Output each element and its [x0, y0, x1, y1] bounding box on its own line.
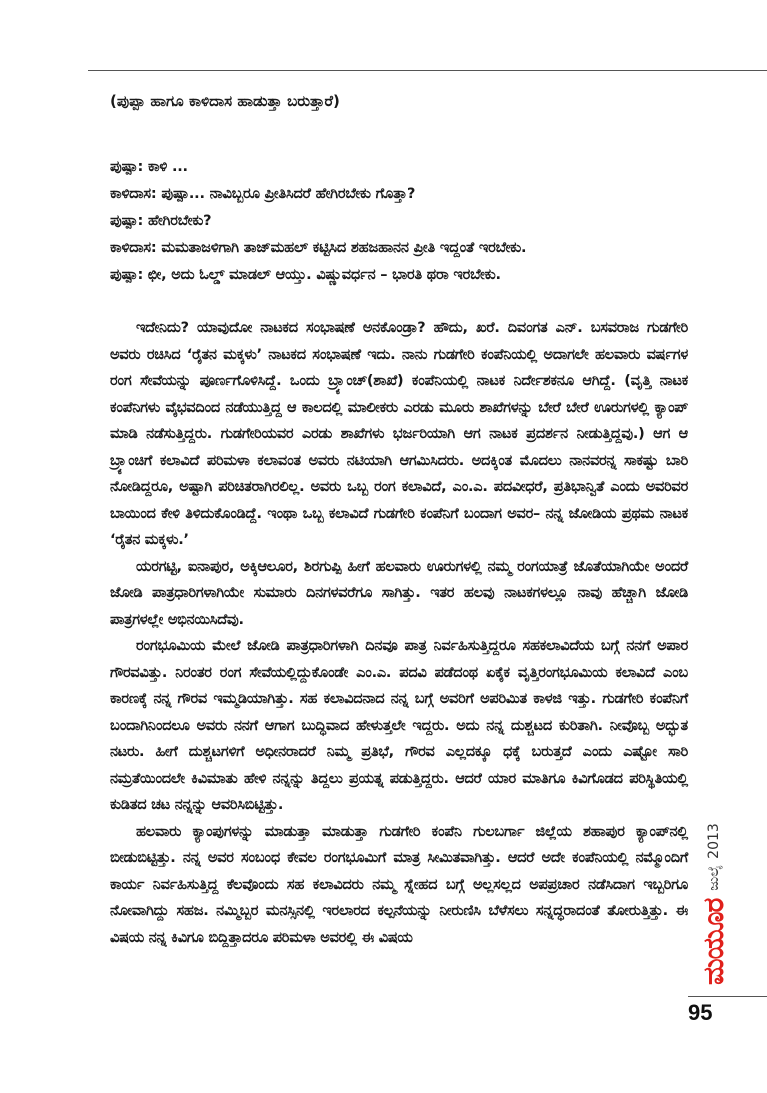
top-rule [88, 70, 767, 71]
issue-month: ಜುಲೈ [706, 864, 722, 891]
paragraph: ರಂಗಭೂಮಿಯ ಮೇಲೆ ಜೋಡಿ ಪಾತ್ರಧಾರಿಗಳಾಗಿ ದಿನವೂ ಪಾತ್ರ ನಿರ್ವಹಿಸುತ್ತಿದ್ದರೂ ಸಹಕಲಾವಿದೆಯ ಬಗ್ಗೆ ನನಗೆ ಅಪಾರ ಗೌರವವಿತ್ತು. ನಿರಂತರ ರಂಗ ಸೇವೆಯಲ್ಲಿದ್ದುಕೊಂಡೇ ಎಂ.ಎ. ಪದವಿ ಪಡೆದಂಥ ಏಕೈಕ ವೃತ್ತಿರಂಗಭೂಮಿಯ ಕಲಾವಿದೆ ಎಂಬ ಕಾರಣಕ್ಕೆ ನನ್ನ ಗೌರವ ಇಮ್ಮಡಿಯಾಗಿತ್ತು. ಸಹ ಕಲಾವಿದನಾದ ನನ್ನ ಬಗ್ಗೆ ಅವರಿಗೆ ಅಪರಿಮಿತ ಕಾಳಜಿ ಇತ್ತು. ಗುಡಗೇರಿ ಕಂಪೆನಿಗೆ ಬಂದಾಗಿನಿಂದಲೂ ಅವರು ನನಗೆ ಆಗಾಗ ಬುದ್ಧಿವಾದ ಹೇಳುತ್ತಲೇ ಇದ್ದರು. ಅದು ನನ್ನ ದುಶ್ಚಟದ ಕುರಿತಾಗಿ. ನೀವೊಬ್ಬ ಅದ್ಭುತ ನಟರು. ಹೀಗೆ ದುಶ್ಚಟಗಳಿಗೆ ಅಧೀನರಾದರೆ ನಿಮ್ಮ ಪ್ರತಿಭೆ, ಗೌರವ ಎಲ್ಲದಕ್ಕೂ ಧಕ್ಕೆ ಬರುತ್ತದೆ ಎಂದು ಎಷ್ಟೋ ಸಾರಿ ನಮ್ರತೆಯಿಂದಲೇ ಕಿವಿಮಾತು ಹೇಳಿ ನನ್ನನ್ನು ತಿದ್ದಲು ಪ್ರಯತ್ನ ಪಡುತ್ತಿದ್ದರು. ಆದರೆ ಯಾರ ಮಾತಿಗೂ ಕಿವಿಗೊಡದ ಪರಿಸ್ಥಿತಿಯಲ್ಲಿ ಕುಡಿತದ ಚಟ ನನ್ನನ್ನು ಆವರಿಸಿಬಿಟ್ಟಿತ್ತು. [110, 638, 688, 813]
dialogue-line: ಪುಷ್ಪಾ: ಹೇಗಿರಬೇಕು? [110, 213, 212, 229]
dialogue-line: ಕಾಳಿದಾಸ: ಪುಷ್ಪಾ... ನಾವಿಬ್ಬರೂ ಪ್ರೀತಿಸಿದರೆ ಹೇಗಿರಬೇಕು ಗೊತ್ತಾ? [110, 186, 416, 202]
issue-label [694, 800, 734, 985]
issue-sidebar [694, 800, 734, 985]
page-number: 95 [688, 1000, 713, 1025]
paragraph: ಯರಗಟ್ಟಿ, ಐನಾಪುರ, ಅಕ್ಕಿಆಲೂರ, ಶಿರಗುಪ್ಪಿ ಹೀಗೆ ಹಲವಾರು ಊರುಗಳಲ್ಲಿ ನಮ್ಮ ರಂಗಯಾತ್ರೆ ಜೊತೆಯಾಗಿಯೇ ಅಂದರೆ ಜೋಡಿ ಪಾತ್ರಧಾರಿಗಳಾಗಿಯೇ ಸುಮಾರು ದಿನಗಳವರೆಗೂ ಸಾಗಿತ್ತು. ಇತರ ಹಲವು ನಾಟಕಗಳಲ್ಲೂ ನಾವು ಹೆಚ್ಚಾಗಿ ಜೋಡಿ ಪಾತ್ರಗಳಲ್ಲೇ ಅಭಿನಯಿಸಿದೆವು. [110, 558, 688, 628]
footer-rule [688, 996, 767, 997]
dialogue-line: ಪುಷ್ಪಾ: ಛೀ, ಅದು ಓಲ್ಡ್ ಮಾಡಲ್ ಆಯ್ತು. ವಿಷ್ಣುವರ್ಧನ – ಭಾರತಿ ಥರಾ ಇರಬೇಕು. [110, 267, 501, 283]
paragraph: ಇದೇನಿದು? ಯಾವುದೋ ನಾಟಕದ ಸಂಭಾಷಣೆ ಅನಕೊಂಡ್ರಾ? ಹೌದು, ಖರೆ. ದಿವಂಗತ ಎನ್. ಬಸವರಾಜ ಗುಡಗೇರಿ ಅವರು ರಚಿಸಿದ ‘ರೈತನ ಮಕ್ಕಳು’ ನಾಟಕದ ಸಂಭಾಷಣೆ ಇದು. ನಾನು ಗುಡಗೇರಿ ಕಂಪೆನಿಯಲ್ಲಿ ಅದಾಗಲೇ ಹಲವಾರು ವರ್ಷಗಳ ರಂಗ ಸೇವೆಯನ್ನು ಪೂರ್ಣಗೊಳಿಸಿದ್ದೆ. ಒಂದು ಬ್ರ್ಯಾಂಚ್(ಶಾಖೆ) ಕಂಪೆನಿಯಲ್ಲಿ ನಾಟಕ ನಿರ್ದೇಶಕನೂ ಆಗಿದ್ದೆ. (ವೃತ್ತಿ ನಾಟಕ ಕಂಪೆನಿಗಳು ವೈಭವದಿಂದ ನಡೆಯುತ್ತಿದ್ದ ಆ ಕಾಲದಲ್ಲಿ ಮಾಲೀಕರು ಎರಡು ಮೂರು ಶಾಖೆಗಳನ್ನು ಬೇರೆ ಬೇರೆ ಊರುಗಳಲ್ಲಿ ಕ್ಯಾಂಪ್ ಮಾಡಿ ನಡೆಸುತ್ತಿದ್ದರು. ಗುಡಗೇರಿಯವರ ಎರಡು ಶಾಖೆಗಳು ಭರ್ಜರಿಯಾಗಿ ಆಗ ನಾಟಕ ಪ್ರದರ್ಶನ ನೀಡುತ್ತಿದ್ದವು.) ಆಗ ಆ ಬ್ರ್ಯಾಂಚಿಗೆ ಕಲಾವಿದೆ ಪರಿಮಳಾ ಕಲಾವಂತ ಅವರು ನಟಿಯಾಗಿ ಆಗಮಿಸಿದರು. ಅದಕ್ಕಿಂತ ಮೊದಲು ನಾನವರನ್ನ ಸಾಕಷ್ಟು ಬಾರಿ ನೋಡಿದ್ದರೂ, ಅಷ್ಟಾಗಿ ಪರಿಚಿತರಾಗಿರಲಿಲ್ಲ. ಅವರು ಒಬ್ಬ ರಂಗ ಕಲಾವಿದೆ, ಎಂ.ಎ. ಪದವೀಧರೆ, ಪ್ರತಿಭಾನ್ವಿತೆ ಎಂದು ಅವರಿವರ ಬಾಯಿಂದ ಕೇಳಿ ತಿಳಿದುಕೊಂಡಿದ್ದೆ. ಇಂಥಾ ಒಬ್ಬ ಕಲಾವಿದೆ ಗುಡಗೇರಿ ಕಂಪೆನಿಗೆ ಬಂದಾಗ ಅವರ– ನನ್ನ ಜೋಡಿಯ ಪ್ರಥಮ ನಾಟಕ ‘ರೈತನ ಮಕ್ಕಳು.’ [110, 320, 688, 548]
dialogue-block [110, 154, 688, 289]
dialogue-line: ಕಾಳಿದಾಸ: ಮಮತಾಜಳಿಗಾಗಿ ತಾಜ್‌ಮಹಲ್ ಕಟ್ಟಿಸಿದ ಶಹಜಹಾನನ ಪ್ರೀತಿ ಇದ್ದಂತೆ ಇರಬೇಕು. [110, 240, 527, 256]
stage-direction: (ಪುಪ್ಪಾ ಹಾಗೂ ಕಾಳಿದಾಸ ಹಾಡುತ್ತಾ ಬರುತ್ತಾರೆ) [110, 92, 340, 110]
article-body [110, 92, 688, 951]
paragraph: ಹಲವಾರು ಕ್ಯಾಂಪುಗಳನ್ನು ಮಾಡುತ್ತಾ ಮಾಡುತ್ತಾ ಗುಡಗೇರಿ ಕಂಪೆನಿ ಗುಲಬರ್ಗಾ ಜಿಲ್ಲೆಯ ಶಹಾಪುರ ಕ್ಯಾಂಪ್‌ನಲ್ಲಿ ಬೀಡುಬಿಟ್ಟಿತ್ತು. ನನ್ನ ಅವರ ಸಂಬಂಧ ಕೇವಲ ರಂಗಭೂಮಿಗೆ ಮಾತ್ರ ಸೀಮಿತವಾಗಿತ್ತು. ಆದರೆ ಅದೇ ಕಂಪೆನಿಯಲ್ಲಿ ನಮ್ಮೊಂದಿಗೆ ಕಾರ್ಯ ನಿರ್ವಹಿಸುತ್ತಿದ್ದ ಕೆಲವೊಂದು ಸಹ ಕಲಾವಿದರು ನಮ್ಮ ಸ್ನೇಹದ ಬಗ್ಗೆ ಅಲ್ಲಸಲ್ಲದ ಅಪಪ್ರಚಾರ ನಡೆಸಿದಾಗ ಇಬ್ಬರಿಗೂ ನೋವಾಗಿದ್ದು ಸಹಜ. ನಮ್ಮಿಬ್ಬರ ಮನಸ್ಸಿನಲ್ಲಿ ಇರಲಾರದ ಕಲ್ಪನೆಯನ್ನು ನೀರುಣಿಸಿ ಬೆಳೆಸಲು ಸನ್ನದ್ಧರಾದಂತೆ ತೋರುತ್ತಿತ್ತು. ಈ ವಿಷಯ ನನ್ನ ಕಿವಿಗೂ ಬಿದ್ದಿತ್ತಾದರೂ ಪರಿಮಳಾ ಅವರಲ್ಲಿ ಈ ವಿಷಯ [110, 823, 688, 946]
issue-year: 2013 [706, 823, 722, 859]
dialogue-line: ಪುಷ್ಪಾ: ಕಾಳಿ ... [110, 159, 188, 175]
magazine-logo: ಮಯೂರ [697, 898, 730, 985]
